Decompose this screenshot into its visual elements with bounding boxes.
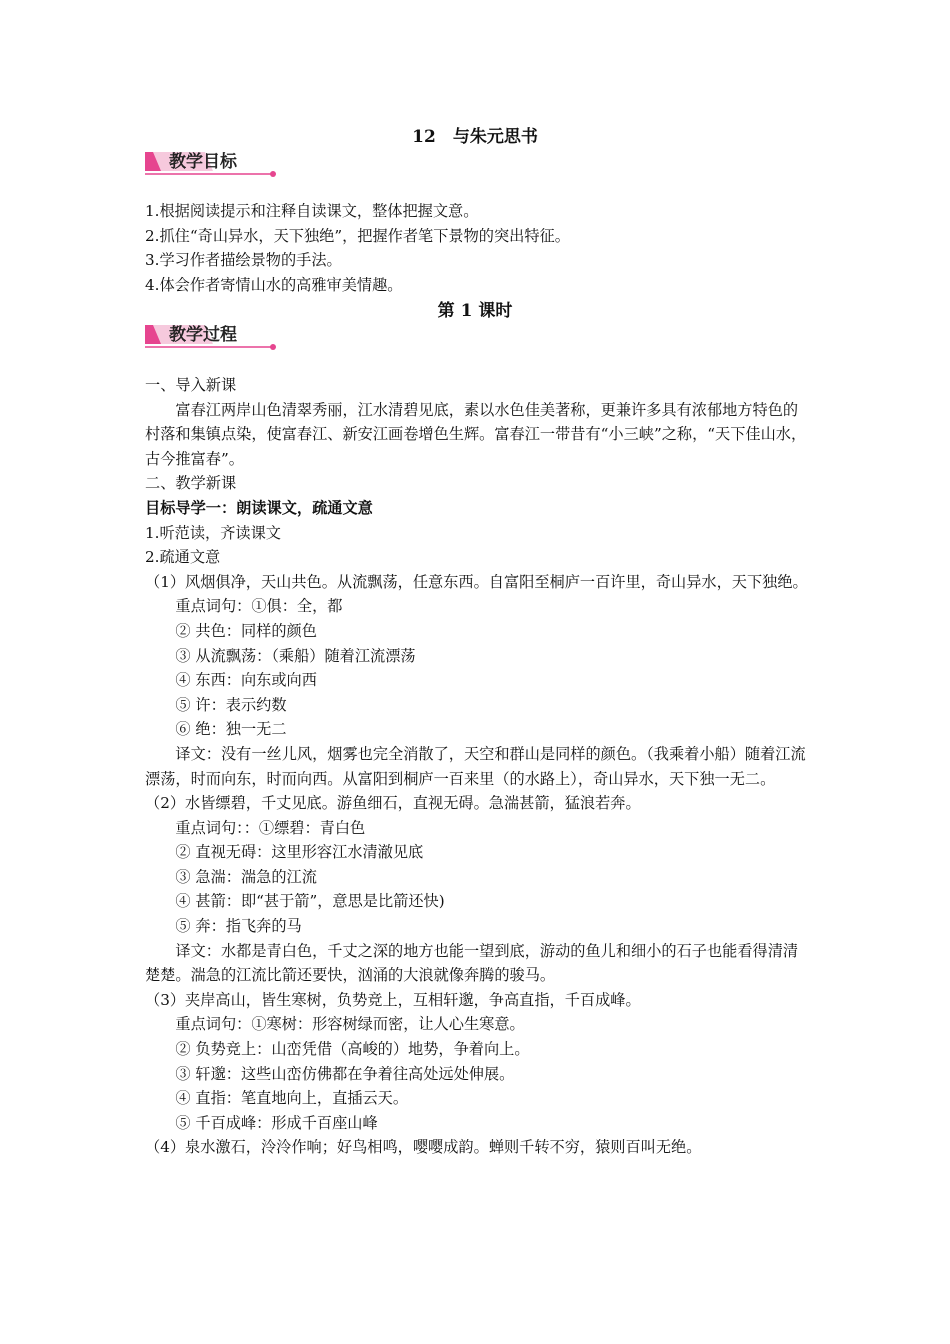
step-item: 2.疏通文意 (145, 548, 221, 567)
note-item: ③ 轩邈：这些山峦仿佛都在争着往高处远处伸展。 (175, 1064, 515, 1083)
goal-heading: 目标导学一：朗读课文，疏通文意 (145, 498, 373, 517)
goal-item: 3.学习作者描绘景物的手法。 (145, 251, 342, 270)
badge-ribbon-icon (143, 320, 283, 358)
translation-paragraph: 译文：没有一丝儿风，烟雾也完全消散了，天空和群山是同样的颜色。（我乘着小船）随着江流漂荡，时而向东，时而向西。从富阳到桐庐一百来里（的水路上），奇山异水，天下独一无二。 (145, 744, 806, 788)
note-item: 重点词句：：①缥碧：青白色 (175, 818, 366, 837)
passage-paragraph: （3）夹岸高山，皆生寒树，负势竞上，互相轩邈，争高直指，千百成峰。 (145, 990, 641, 1009)
process-content (145, 373, 810, 1160)
note-item: 重点词句：①俱：全，都 (175, 597, 343, 616)
session-title: 第 1 课时 (437, 301, 513, 321)
badge-text: 教学目标 (169, 152, 237, 172)
note-item: ⑥ 绝：独一无二 (175, 720, 287, 739)
part-heading: 一、导入新课 (145, 376, 237, 394)
goal-item: 2.抓住“奇山异水，天下独绝”，把握作者笔下景物的突出特征。 (145, 226, 570, 245)
note-item: ③ 急湍：湍急的江流 (175, 867, 317, 886)
badge-ribbon-icon (143, 147, 283, 185)
translation-paragraph: 译文：水都是青白色，千丈之深的地方也能一望到底，游动的鱼儿和细小的石子也能看得清清楚楚。湍急的江流比箭还要快，汹涌的大浪就像奔腾的骏马。 (145, 941, 799, 985)
note-item: ⑤ 奔：指飞奔的马 (175, 917, 302, 936)
goals-list (145, 199, 810, 297)
note-item: 重点词句：①寒树：形容树绿而密，让人心生寒意。 (175, 1015, 525, 1034)
section-badge-goals (143, 147, 283, 185)
part-heading: 二、教学新课 (145, 474, 237, 493)
note-item: ② 负势竞上：山峦凭借（高峻的）地势，争着向上。 (175, 1040, 530, 1059)
step-item: 1.听范读，齐读课文 (145, 523, 281, 542)
goal-item: 1.根据阅读提示和注释自读课文，整体把握文意。 (145, 202, 479, 220)
section-badge-process (143, 320, 283, 358)
passage-paragraph: （2）水皆缥碧，千丈见底。游鱼细石，直视无碍。急湍甚箭，猛浪若奔。 (145, 794, 641, 813)
badge-text: 教学过程 (169, 325, 237, 345)
note-item: ② 共色：同样的颜色 (175, 621, 317, 640)
note-item: ④ 直指：笔直地向上，直插云天。 (175, 1089, 409, 1108)
passage-paragraph: （1）风烟俱净，天山共色。从流飘荡，任意东西。自富阳至桐庐一百许里，奇山异水，天下独绝。 (145, 572, 808, 591)
note-item: ② 直视无碍：这里形容江水清澈见底 (175, 843, 424, 862)
lesson-title: 12 与朱元思书 (412, 127, 538, 147)
note-item: ④ 甚箭：即“甚于箭”，意思是比箭还快) (175, 892, 445, 911)
note-item: ④ 东西：向东或向西 (175, 671, 317, 690)
note-item: ⑤ 许：表示约数 (175, 695, 287, 714)
intro-paragraph: 富春江两岸山色清翠秀丽，江水清碧见底，素以水色佳美著称，更兼许多具有浓郁地方特色的村落和集镇点染，使富春江、新安江画卷增色生辉。富春江一带昔有“小三峡”之称，“天下佳山水，古今推富春”。 (145, 400, 807, 468)
passage-paragraph: （4）泉水激石，泠泠作响；好鸟相鸣，嘤嘤成韵。蝉则千转不穷，猿则百叫无绝。 (145, 1138, 702, 1157)
goal-item: 4.体会作者寄情山水的高雅审美情趣。 (145, 275, 403, 294)
note-item: ③ 从流飘荡：（乘船）随着江流漂荡 (175, 646, 416, 665)
note-item: ⑤ 千百成峰：形成千百座山峰 (175, 1113, 378, 1132)
